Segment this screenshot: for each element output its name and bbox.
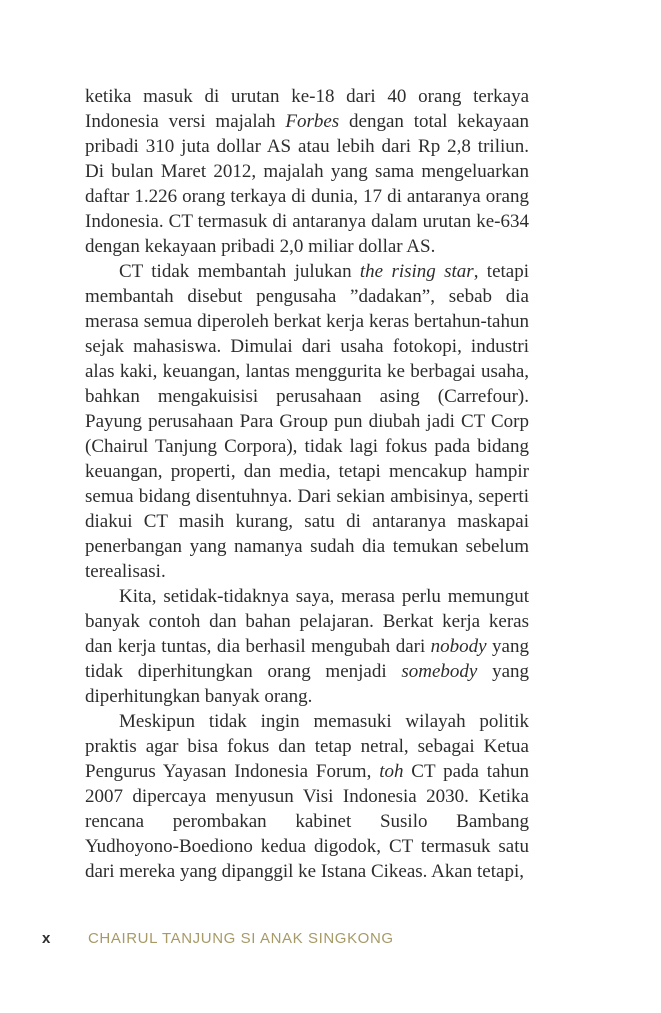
text-run: dengan total kekayaan pribadi 310 juta dollar AS atau lebih dari Rp 2,8 triliun. Di bulan Maret 2012, majalah yang sama mengeluarkan daftar 1.226 orang terkaya di dunia, 17 di antaranya orang Indonesia. CT termasuk di antaranya dalam urutan ke-634 dengan kekayaan pribadi 2,0 miliar dollar AS. [85,111,530,257]
italic-text: Forbes [285,111,340,132]
paragraph [85,709,529,884]
paragraph [85,84,529,259]
italic-text: somebody [401,661,478,682]
text-run: , tetapi membantah disebut pengusaha ”dadakan”, sebab dia merasa semua diperoleh berkat kerja keras bertahun-tahun sejak mahasiswa. Dimulai dari usaha fotokopi, industri alas kaki, keuangan, lantas menggurita ke berbagai usaha, bahkan mengakuisisi perusahaan asing (Carrefour). Payung perusahaan Para Group pun diubah jadi CT Corp (Chairul Tanjung Corpora), tidak lagi fokus pada bidang keuangan, properti, dan media, tetapi mencakup hampir semua bidang disentuhnya. Dari sekian ambisinya, seperti diakui CT masih kurang, satu di antaranya maskapai penerbangan yang namanya sudah dia temukan sebelum terealisasi. [85,261,530,582]
text-run: CT tidak membantah julukan [119,261,360,282]
italic-text: nobody [430,636,487,657]
text-run: ketika masuk di urutan ke-18 dari 40 orang terkaya Indonesia versi majalah [85,86,529,132]
page-footer [0,929,661,949]
page-number: x [42,930,51,947]
paragraph [85,259,529,584]
text-run: yang diperhitungkan banyak orang. [85,661,529,707]
text-run: Meskipun tidak ingin memasuki wilayah politik praktis agar bisa fokus dan tetap netral, sebagai Ketua Pengurus Yayasan Indonesia Forum, [85,711,529,782]
text-run: yang tidak diperhitungkan orang menjadi [85,636,529,682]
body-text [85,84,529,884]
italic-text: the rising star [359,261,474,282]
text-run: Kita, setidak-tidaknya saya, merasa perlu memungut banyak contoh dan bahan pelajaran. Berkat kerja keras dan kerja tuntas, dia berhasil mengubah dari [85,586,529,657]
italic-text: toh [379,761,404,782]
paragraph [85,584,529,709]
text-run: CT pada tahun 2007 dipercaya menyusun Visi Indonesia 2030. Ketika rencana perombakan kabinet Susilo Bambang Yudhoyono-Boediono kedua digodok, CT termasuk satu dari mereka yang dipanggil ke Istana Cikeas. Akan tetapi, [85,761,530,882]
running-title: CHAIRUL TANJUNG SI ANAK SINGKONG [88,930,394,947]
